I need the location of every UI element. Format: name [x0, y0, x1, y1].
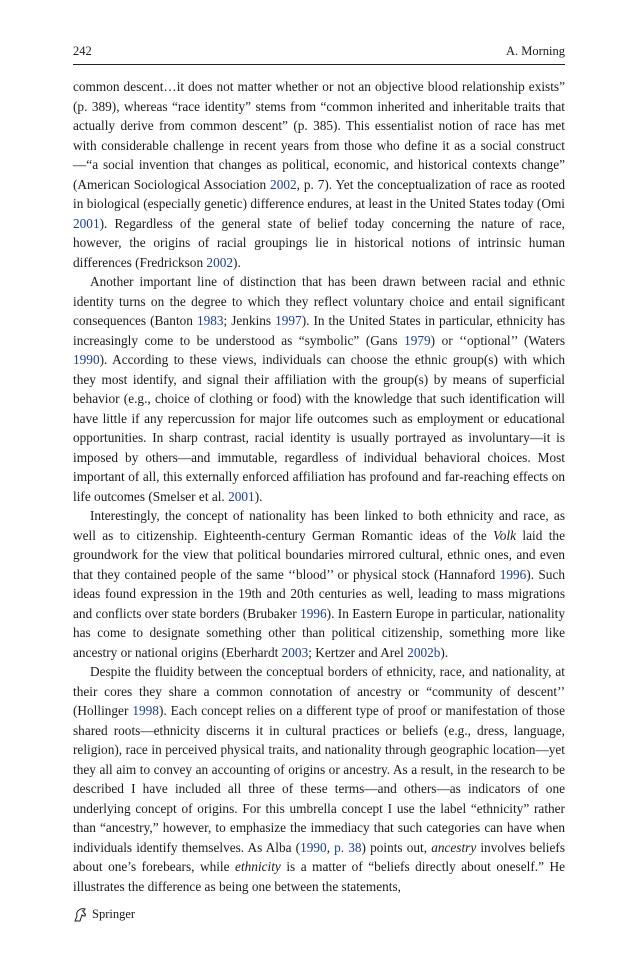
citation-link[interactable]: 1979: [404, 332, 431, 348]
citation-link[interactable]: p. 38: [334, 839, 362, 855]
citation-link[interactable]: 1983: [196, 313, 224, 328]
running-author: A. Morning: [505, 44, 565, 58]
paragraph: [73, 272, 565, 506]
text-run: Another important line of distinction that has been drawn between racial and ethnic identity turns on the degree to which they reflect voluntary choice and entail significant consequences (Banton: [73, 274, 565, 328]
text-run: ).: [440, 644, 449, 660]
citation-link[interactable]: 2003: [281, 644, 309, 660]
text-run: Interestingly, the concept of nationality has been linked to both ethnicity and race, as well as to citizenship. Eighteenth-century German Romantic ideas of the: [73, 508, 565, 543]
text-run: common descent…it does not matter whether or not an objective blood relationship exists” (p. 389), whereas “race identity” stems from “common inherited and inheritable traits that actually derive from common descent” (p. 385). This essentialist notion of race has met with considerable challenge in recent years from those who define it as a social construct—“a social invention that changes as political, economic, and historical contexts change” (American Sociological Association: [73, 79, 565, 192]
citation-link[interactable]: 1997: [275, 313, 302, 328]
citation-link[interactable]: 1998: [132, 703, 159, 718]
paragraph: [73, 77, 565, 272]
text-run: involves beliefs about one’s forebears, while: [73, 839, 565, 874]
text-run: is a matter of “beliefs directly about oneself.” He illustrates the difference as being one between the statements,: [73, 859, 565, 894]
text-run: ).: [254, 488, 263, 504]
publisher-name: Springer: [92, 907, 136, 921]
publisher-footer: [73, 907, 135, 922]
text-run: ) points out,: [361, 839, 432, 855]
paragraph: [73, 506, 565, 662]
text-run: Despite the fluidity between the conceptual borders of ethnicity, race, and nationality, at their cores they share a common connotation of ancestry or “community of descent’’ (Hollinger: [73, 664, 565, 718]
citation-link[interactable]: 2002: [270, 176, 297, 192]
citation-link[interactable]: 1990: [73, 352, 100, 367]
text-run: ). In Eastern Europe in particular, nationality has come to designate something other than political citizenship, something more like ancestry or national origins (Eberhardt: [73, 605, 565, 660]
citation-link[interactable]: 1996: [499, 566, 527, 582]
springer-horse-icon: [73, 908, 88, 922]
page-number: 242: [73, 44, 92, 58]
text-run: ). According to these views, individuals can choose the ethnic group(s) with which they most identify, and signal their affiliation with the group(s) by means of superficial behavior (e.g., choice of clothing or food) with the knowledge that such identification will have little if any repercussion for major life outcomes such as employment or educational opportunities. In sharp contrast, racial identity is usually portrayed as involuntary—it is imposed by others—and immutable, regardless of individual behavioral choices. Most important of all, this externally enforced affiliation has profound and far-reaching effects on life outcomes (Smelser et al.: [73, 352, 565, 504]
text-run: ; Jenkins: [223, 313, 276, 328]
text-run: ).: [233, 254, 241, 270]
text-run: ). In the United States in particular, ethnicity has increasingly come to be understood as “symbolic” (Gans: [73, 313, 566, 348]
text-run: ) or ‘‘optional’’ (Waters: [430, 332, 565, 348]
citation-link[interactable]: 2002: [206, 254, 234, 270]
body-text: [73, 77, 565, 896]
citation-link[interactable]: 2002b: [407, 644, 441, 660]
text-run: laid the groundwork for the view that political boundaries mirrored cultural, ethnic ones, and even that they contained people of the same ‘‘blood’’ or physical stock (Hannaford: [73, 527, 565, 582]
text-run: , p. 7). Yet the conceptualization of race as rooted in biological (especially genetic) difference endures, at least in the United States today (Omi: [73, 176, 566, 211]
citation-link[interactable]: 1996: [300, 605, 327, 621]
text-run: ). Regardless of the general state of belief today concerning the nature of race, however, the origins of racial groupings lie in historical notions of intrinsic human differences (Fredrickson: [73, 215, 565, 270]
running-header: [73, 44, 565, 65]
text-run: ,: [326, 839, 335, 855]
italic-term: ethnicity: [235, 859, 281, 874]
italic-term: Volk: [493, 527, 517, 543]
citation-link[interactable]: 2001: [73, 215, 100, 231]
citation-link[interactable]: 2001: [228, 488, 255, 504]
citation-link[interactable]: 1990: [300, 839, 327, 855]
text-run: ). Each concept relies on a different type of proof or manifestation of those shared roots—ethnicity discerns it in cultural practices or beliefs (e.g., dress, language, religion), race in perceived physical traits, and nationality through geographic location—yet they all aim to convey an accounting of origins or ancestry. As a result, in the research to be described I have included all three of these terms—and others—as indicators of one underlying concept of origins. For this umbrella concept I use the label “ethnicity” rather than “ancestry,” however, to emphasize the immediacy that such categories can have when individuals identify themselves. As Alba (: [73, 703, 565, 855]
text-run: ). Such ideas found expression in the 19th and 20th centuries as well, leading to mass migrations and conflicts over state borders (Brubaker: [73, 566, 566, 621]
italic-term: ancestry: [431, 839, 477, 855]
text-run: ; Kertzer and Arel: [308, 644, 408, 660]
paragraph: [73, 662, 565, 896]
